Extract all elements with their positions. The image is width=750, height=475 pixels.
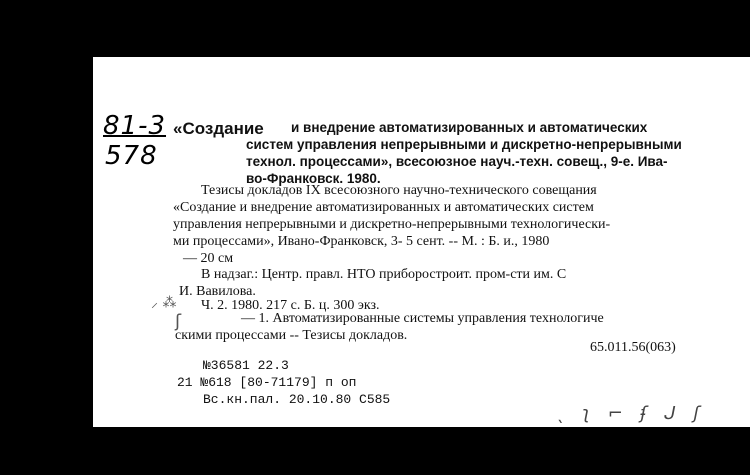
subject-line-1: — 1. Автоматизированные системы управления технологиче: [241, 311, 604, 326]
call-number-line-2: 578: [105, 141, 158, 171]
heading-line-2: систем управления непрерывными и дискретно-непрерывными: [246, 137, 682, 152]
pencil-mark: ⸝ ⁂: [151, 295, 177, 311]
note-line-1: В надзаг.: Центр. правл. НТО приборостроит. пром-сти им. С: [201, 267, 567, 282]
body-line-5: — 20 см: [183, 251, 234, 266]
punch-hole: [481, 427, 529, 475]
catalog-card: [93, 57, 750, 427]
stamp-line-1: №36581 22.3: [203, 358, 289, 373]
stamp-line-3: Вс.кн.пал. 20.10.80 С585: [203, 392, 391, 407]
subject-line-2: скими процессами -- Тезисы докладов.: [175, 328, 408, 343]
heading-line-3: технол. процессами», всесоюзное науч.-техн. совещ., 9-е. Ива-: [246, 154, 668, 169]
handwritten-scrawl: ˎ ʅ ⌐ ʄ ᒍ ʃ: [555, 403, 706, 424]
classification-index: 65.011.56(063): [590, 340, 676, 355]
body-line-2: «Создание и внедрение автоматизированных и автоматических систем: [173, 200, 594, 215]
call-number-line-1: 81-3: [103, 111, 167, 141]
heading-title-lead: «Создание: [173, 119, 264, 138]
body-line-4: ми процессами», Ивано-Франковск, 3- 5 сент. -- М. : Б. и., 1980: [173, 234, 550, 249]
pencil-tick: ʃ: [175, 311, 182, 332]
body-line-3: управления непрерывными и дискретно-непрерывными технологически-: [173, 217, 611, 232]
body-line-1: Тезисы докладов IX всесоюзного научно-технического совещания: [201, 183, 597, 198]
heading-line-1: и внедрение автоматизированных и автоматических: [291, 120, 648, 135]
note-line-2: И. Вавилова.: [179, 284, 256, 299]
stamp-line-2: 21 №618 [80-71179] п оп: [177, 375, 357, 390]
heading-line-4: во-Франковск. 1980.: [246, 171, 381, 186]
volume-line: Ч. 2. 1980. 217 с. Б. ц. 300 экз.: [201, 298, 380, 313]
